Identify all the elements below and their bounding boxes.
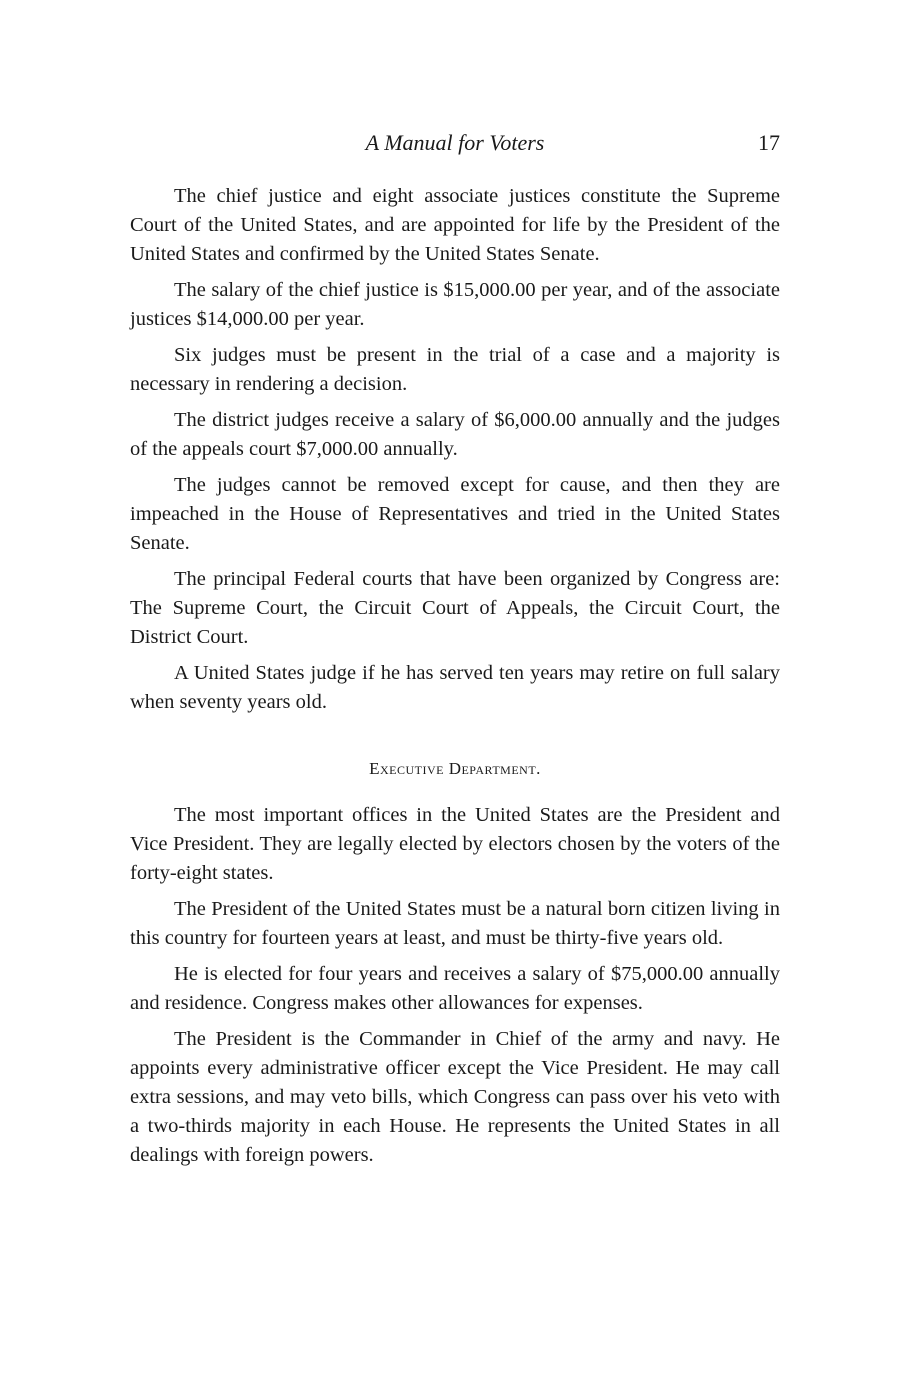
paragraph-federal-courts: The principal Federal courts that have been organized by Congress are: The Supreme Court, the Circuit Court of Appeals, the Circuit Court, the District Court. [130,568,780,648]
paragraph-supreme-court: The chief justice and eight associate justices constitute the Supreme Court of the United States, and are appointed for life by the President of the United States and confirmed by the United States Senate. [130,185,780,265]
running-head [130,126,780,160]
paragraph-retirement: A United States judge if he has served ten years may retire on full salary when seventy years old. [130,662,780,713]
paragraph-term-salary: He is elected for four years and receives a salary of $75,000.00 annually and residence. Congress makes other allowances for expenses. [130,963,780,1014]
book-page [130,126,780,1177]
paragraph-district-salaries: The district judges receive a salary of $6,000.00 annually and the judges of the appeals court $7,000.00 annually. [130,409,780,460]
paragraph-important-offices: The most important offices in the United States are the President and Vice President. They are legally elected by electors chosen by the voters of the forty-eight states. [130,804,780,884]
paragraph-removal: The judges cannot be removed except for cause, and then they are impeached in the House of Representatives and tried in the United States Senate. [130,474,780,554]
paragraph-justice-salaries: The salary of the chief justice is $15,000.00 per year, and of the associate justices $14,000.00 per year. [130,279,780,330]
paragraph-powers: The President is the Commander in Chief of the army and navy. He appoints every administrative officer except the Vice President. He may call extra sessions, and may veto bills, which Congress can pass over his veto with a two-thirds majority in each House. He represents the United States in all dealings with foreign powers. [130,1028,780,1166]
running-title: A Manual for Voters [365,130,545,155]
section-heading: Executive Department. [369,759,541,778]
paragraph-qualifications: The President of the United States must be a natural born citizen living in this country for fourteen years at least, and must be thirty-five years old. [130,898,780,949]
page-number: 17 [758,130,780,155]
paragraph-quorum: Six judges must be present in the trial of a case and a majority is necessary in rendering a decision. [130,344,780,395]
